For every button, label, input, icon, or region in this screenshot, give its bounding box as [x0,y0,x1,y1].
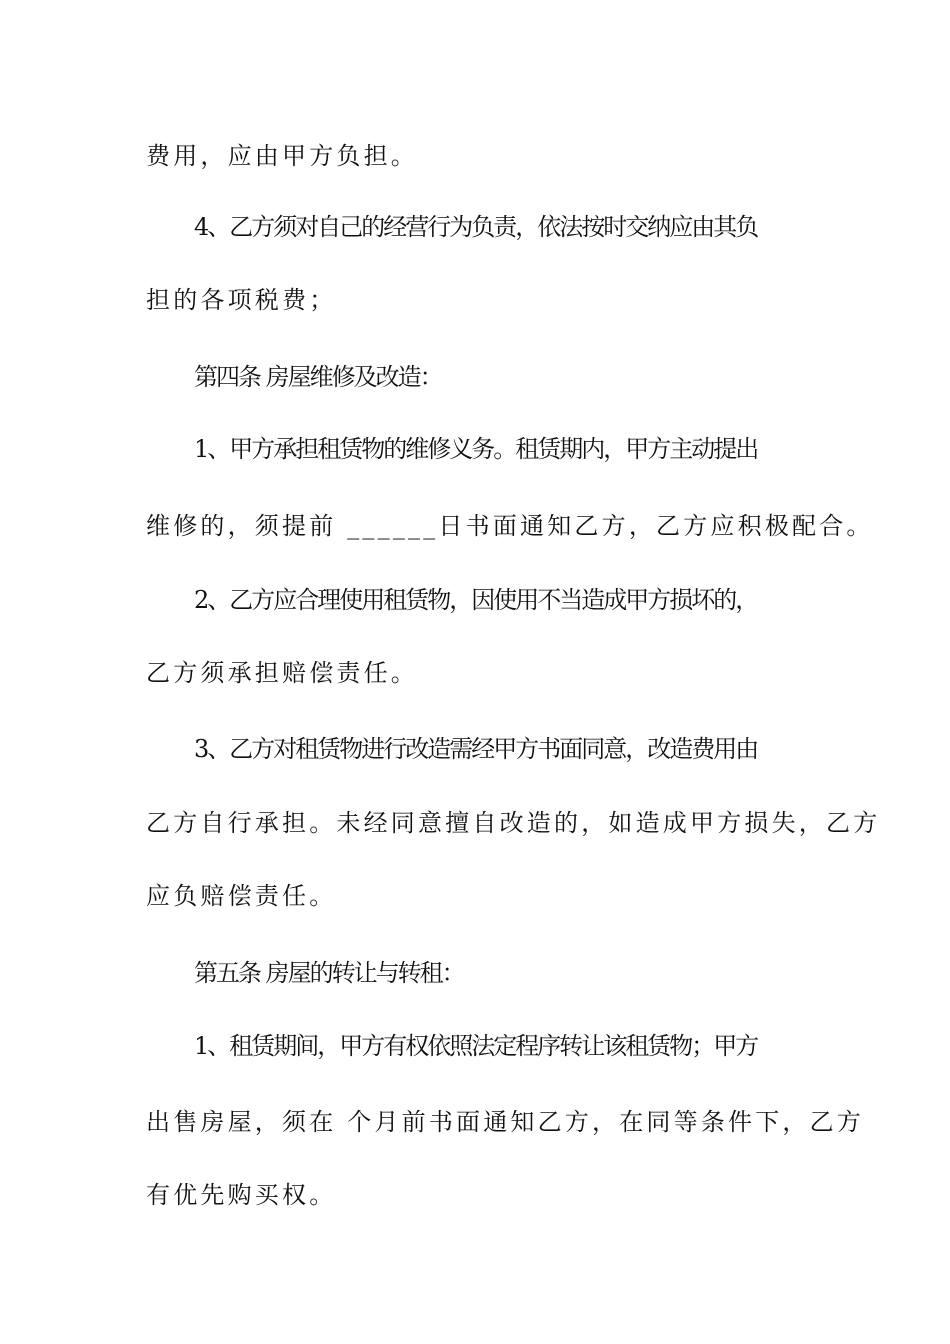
text-line: 2、乙方应合理使用租赁物，因使用不当造成甲方损坏的， [194,586,758,614]
text-line: 应负赔偿责任。 [146,882,337,910]
section-heading: 第四条 房屋维修及改造： [194,363,442,391]
text-line: 乙方须承担赔偿责任。 [146,659,418,687]
text-line: 3、乙方对租赁物进行改造需经甲方书面同意，改造费用由 [194,735,758,763]
text-line: 维修的，须提前 ______日书面通知乙方，乙方应积极配合。 [146,512,874,540]
text-line: 费用，应由甲方负担。 [146,142,418,170]
text-line: 1、租赁期间，甲方有权依照法定程序转让该租赁物；甲方 [194,1032,758,1060]
text-line: 有优先购买权。 [146,1181,337,1209]
text-line: 担的各项税费； [146,286,337,314]
text-line: 出售房屋，须在 个月前书面通知乙方，在同等条件下，乙方 [146,1108,865,1136]
text-line: 乙方自行承担。未经同意擅自改造的，如造成甲方损失，乙方 [146,809,881,837]
text-line: 4、乙方须对自己的经营行为负责，依法按时交纳应由其负 [194,213,758,241]
section-heading: 第五条 房屋的转让与转租： [194,959,464,987]
text-line: 1、甲方承担租赁物的维修义务。租赁期内，甲方主动提出 [194,435,758,463]
